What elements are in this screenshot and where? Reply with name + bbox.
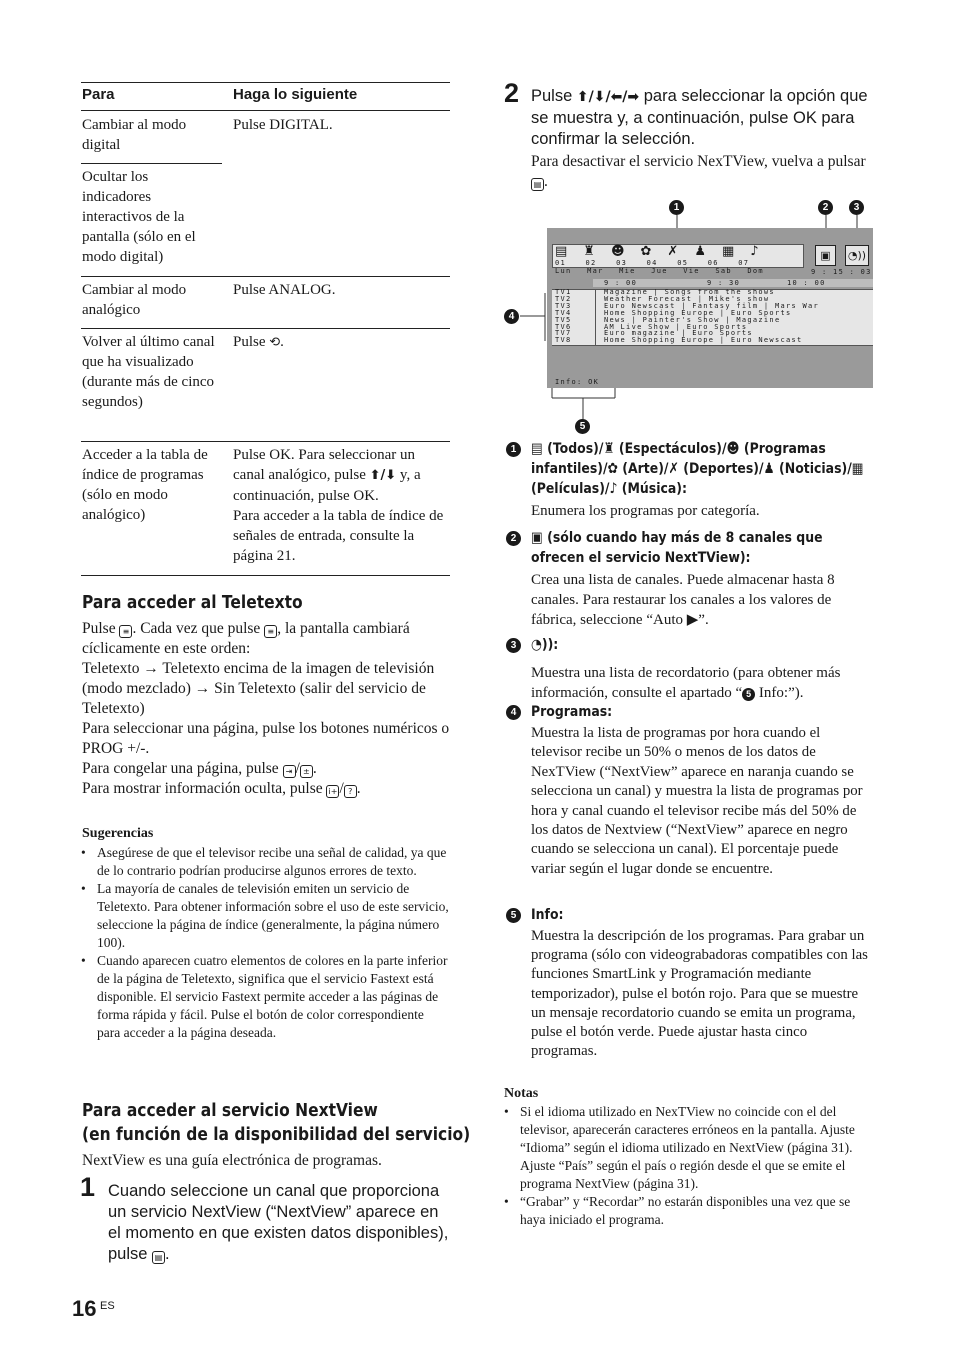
art-icon: ✿ xyxy=(640,244,668,259)
body-a: Muestra una lista de recordatorio (para obtener más información, consulte el apartado “ xyxy=(531,665,841,701)
item-1 xyxy=(504,439,874,521)
time-slot-2: 9 : 30 xyxy=(707,279,741,287)
table-row-5-accion xyxy=(233,445,449,566)
program-row[interactable]: Euro magazine | Euro Sports xyxy=(604,329,753,338)
item-1-title: ▤ (Todos)/♜ (Espectáculos)/☻ (Programas infantiles)/✿ (Arte)/✗ (Deportes)/♟ (Noticias)/▦ (Películas)/♪ (Música): xyxy=(531,441,864,497)
channel-tv7[interactable]: TV7 xyxy=(555,329,572,338)
item-3-title xyxy=(531,635,826,655)
callout-4: 4 xyxy=(504,309,519,324)
day-num: 05 xyxy=(677,259,689,267)
step2-note: Para desactivar el servicio NexTView, vuelva a pulsar xyxy=(531,153,866,170)
notas-title: Notas xyxy=(504,1086,539,1101)
channel-column-divider xyxy=(595,289,596,345)
day-num: 06 xyxy=(707,259,719,267)
table-row-5-para: Acceder a la tabla de índice de programas (sólo en modo analógico) xyxy=(82,447,208,523)
p1c: , la pantalla cambiará cíclicamente en este orden: xyxy=(82,620,410,657)
table-row-4-accion xyxy=(233,332,448,353)
table-row-rule xyxy=(81,328,450,329)
step1: Cuando seleccione un canal que proporciona un servicio NextView (“NextView” aparece en el momento en que existen datos disponibles), pulse xyxy=(108,1182,449,1263)
program-row[interactable]: Magazine | Songs from the shows xyxy=(604,289,775,296)
table-header-rule xyxy=(81,110,450,111)
item-3 xyxy=(504,635,874,703)
item-4-title: Programas: xyxy=(531,704,613,720)
art-icon: ✿ xyxy=(607,461,618,477)
page-number: 16 xyxy=(72,1296,97,1321)
day-num: 02 xyxy=(585,259,597,267)
list-item: • Si el idioma utilizado en NexTView no coincide con el del televisor, aparecerán caracteres erróneos en la pantalla. Ajuste “Idioma” según el idioma utilizado en NextView (página 31). Ajuste “País” según el país o región desde el que se emite el programa NextView (página 31). xyxy=(504,1103,872,1193)
channel-list-button[interactable] xyxy=(815,245,836,266)
day-num: 07 xyxy=(738,259,750,267)
time-slot-1: 9 : 00 xyxy=(604,279,638,287)
list-item: • Asegúrese de que el televisor recibe una señal de calidad, ya que de lo contrario podrían producirse algunos errores de texto. xyxy=(81,844,449,880)
table-header-para: Para xyxy=(82,86,115,103)
all-icon: ▤ xyxy=(555,244,584,259)
table-top-rule xyxy=(81,82,450,83)
p1b: . Cada vez que pulse xyxy=(132,620,261,637)
reveal-icon: i+ xyxy=(326,785,339,798)
day-name[interactable]: Mar xyxy=(587,267,604,275)
table-row-rule xyxy=(81,441,450,442)
teletext-icon: ≡ xyxy=(119,625,132,638)
day-num: 01 xyxy=(555,259,567,267)
hold-page-icon: ± xyxy=(300,765,313,778)
category-icons xyxy=(555,244,805,259)
up-down-arrow-icon: ⬆/⬇ xyxy=(369,468,397,483)
program-row[interactable]: Home Shopping Europe | Euro Newscast xyxy=(604,336,803,345)
news-icon: ♟ xyxy=(694,244,722,259)
info-line: Info: OK xyxy=(555,378,600,386)
item-5 xyxy=(504,905,874,1061)
callout-2: 2 xyxy=(818,200,833,215)
item-2-title xyxy=(531,528,871,568)
item-number: 1 xyxy=(506,442,521,457)
reminder-button[interactable] xyxy=(845,245,869,266)
step-2-number: 2 xyxy=(504,78,520,108)
guide-icon: ▤ xyxy=(152,1251,165,1264)
movies-icon: ▦ xyxy=(721,244,751,259)
accion-a: Pulse OK. Para seleccionar un canal analógico, pulse xyxy=(233,447,416,483)
reminder-icon: ◔)) xyxy=(847,249,867,262)
teletexto-p1 xyxy=(82,619,450,659)
table-row-1-para: Cambiar al modo digital xyxy=(82,117,187,153)
day-name[interactable]: Mie xyxy=(619,267,636,275)
channel-column xyxy=(555,289,572,344)
notas-list xyxy=(504,1103,872,1229)
day-name[interactable]: Jue xyxy=(651,267,668,275)
reminder-icon: ◔)) xyxy=(531,637,554,653)
body-b: Info:”). xyxy=(755,685,804,701)
step-1-number: 1 xyxy=(80,1172,96,1202)
period: . xyxy=(280,334,284,350)
question-icon: ? xyxy=(344,785,357,798)
time-slot-3: 10 : 00 xyxy=(787,279,826,287)
item-2 xyxy=(504,528,874,630)
shows-icon: ♜ xyxy=(603,441,615,457)
shows-icon: ♜ xyxy=(583,244,611,259)
pulse-text: Pulse xyxy=(233,334,270,350)
day-name[interactable]: Dom xyxy=(747,267,764,275)
teletexto-p5: Para mostrar información oculta, pulse i+ / ? . xyxy=(82,780,361,797)
p1a: Pulse xyxy=(82,620,116,637)
info-ref-number: 5 xyxy=(742,688,755,701)
table-row-1-accion: Pulse DIGITAL. xyxy=(233,117,333,133)
list-item: • La mayoría de canales de televisión emiten un servicio de Teletexto. Para obtener información sobre el uso de este servicio, seleccione la página de índice (generalmente, la página número 100). xyxy=(81,880,449,952)
teletexto-body xyxy=(82,619,450,799)
item-4 xyxy=(504,702,874,879)
item-3-body xyxy=(531,663,873,703)
list-item: • “Grabar” y “Recordar” no estarán disponibles una vez que se haya iniciado el programa. xyxy=(504,1193,872,1229)
nextview-heading-1: Para acceder al servicio NextView xyxy=(82,1100,378,1121)
channel-tv4[interactable]: TV4 xyxy=(555,308,572,317)
sugerencias-list xyxy=(81,844,449,1042)
table-header-accion: Haga lo siguiente xyxy=(233,86,358,103)
guide-icon: ▤ xyxy=(531,178,544,191)
item-number: 5 xyxy=(506,908,521,923)
kids-icon: ☻ xyxy=(726,441,740,457)
table-row-2-para: Ocultar los indicadores interactivos de la pantalla (sólo en el modo digital) xyxy=(82,169,196,265)
nextview-intro: NextView es una guía electrónica de programas. xyxy=(82,1152,382,1169)
channel-tv8[interactable]: TV8 xyxy=(555,336,572,345)
nextview-screen-illustration xyxy=(500,195,880,435)
program-row[interactable]: AM Live Show | Euro Sports xyxy=(604,322,748,331)
program-row[interactable]: Euro Newscast | Fantasy film | Mars War xyxy=(604,301,820,310)
item-5-body: Muestra la descripción de los programas. Para grabar un programa (sólo con videograbadoras compatibles con las funciones SmartLink y Programación mediante temporizador), pulse el botón rojo. Para que se muestre un mensaje recordatorio cuando se emita un programa, pulse el botón verde. Puede ajustar hasta cinco programas. xyxy=(531,928,868,1060)
p4: Para congelar una página, pulse xyxy=(82,760,279,777)
item-2-body: Crea una lista de canales. Puede almacenar hasta 8 canales. Para restaurar los canales a los valores de fábrica, seleccione “Auto ▶”. xyxy=(531,572,835,628)
accion-c: Para acceder a la tabla de índice de señales de entrada, consulte la página 21. xyxy=(233,508,444,564)
program-row[interactable]: Home Shopping Europe | Euro Sports xyxy=(604,308,792,317)
channel-tv5[interactable]: TV5 xyxy=(555,315,572,324)
step2a: Pulse xyxy=(531,87,573,105)
sports-icon: ✗ xyxy=(667,244,695,259)
item-number: 3 xyxy=(506,638,521,653)
table-row-rule xyxy=(81,163,222,164)
channel-tv2[interactable]: TV2 xyxy=(555,294,572,303)
music-icon: ♪ xyxy=(609,481,618,497)
channel-list-icon: ▣ xyxy=(820,249,831,262)
callout-5: 5 xyxy=(575,419,590,434)
all-icon: ▤ xyxy=(531,441,543,457)
teletexto-p2: Teletexto → Teletexto encima de la imagen de televisión (modo mezclado) → Sin Teletexto (salir del servicio de Teletexto) xyxy=(82,660,435,717)
nextview-heading-2: (en función de la disponibilidad del servicio) xyxy=(82,1124,471,1145)
program-row[interactable]: Weather Forecast | Mike's show xyxy=(604,294,770,303)
clock: 9 : 15 : 03 xyxy=(811,268,872,276)
teletexto-p3: Para seleccionar una página, pulse los botones numéricos o PROG +/-. xyxy=(82,720,450,757)
day-name[interactable]: Vie xyxy=(683,267,700,275)
item-4-body: Muestra la lista de programas por hora cuando el televisor recibe un 50% o menos de los datos de NexTView (“NextView” aparece en naranja cuando se selecciona un canal) y muestra la lista de programas por hora y canal cuando el televisor recibe más del 50% de los datos de Nextview (“NextView” aparece en negro cuando se selecciona un canal). El porcentaje puede variar según el lugar donde se encuentre. xyxy=(531,725,863,877)
accion-b: y, a continuación, pulse OK. xyxy=(233,467,421,504)
screen-frame xyxy=(547,228,873,388)
news-icon: ♟ xyxy=(763,461,775,477)
item-3-title-text: : xyxy=(553,637,559,653)
channel-tv6[interactable]: TV6 xyxy=(555,322,572,331)
step-1-text: Cuando seleccione un canal que proporciona un servicio NextView (“NextView” aparece en el momento en que existen datos disponibles), pulse ▤ . xyxy=(108,1182,449,1263)
table-row-rule xyxy=(81,276,450,277)
channel-list-icon: ▣ xyxy=(531,530,543,546)
p5: Para mostrar información oculta, pulse xyxy=(82,780,323,797)
music-icon: ♪ xyxy=(750,244,775,259)
jump-button-icon: ⟲ xyxy=(269,335,281,350)
day-name[interactable]: Lun xyxy=(555,267,572,275)
callout-3: 3 xyxy=(849,200,864,215)
channel-tv1[interactable]: TV1 xyxy=(555,288,572,296)
item-5-title: Info: xyxy=(531,907,564,923)
kids-icon: ☻ xyxy=(610,244,641,259)
day-num: 04 xyxy=(646,259,658,267)
arrows-icon: ⬆/⬇/⬅/➡ xyxy=(576,89,640,105)
teletexto-heading: Para acceder al Teletexto xyxy=(82,592,303,613)
step-2-text xyxy=(531,86,881,150)
day-names xyxy=(555,267,764,275)
day-num: 03 xyxy=(616,259,628,267)
item-1-body: Enumera los programas por categoría. xyxy=(531,503,760,519)
table-bottom-rule xyxy=(81,575,450,576)
table-row-3-para: Cambiar al modo analógico xyxy=(82,282,187,318)
movies-icon: ▦ xyxy=(851,461,864,477)
step-2-note: Para desactivar el servicio NexTView, vuelva a pulsar ▤ . xyxy=(531,153,866,190)
channel-tv3[interactable]: TV3 xyxy=(555,301,572,310)
table-row-3-accion: Pulse ANALOG. xyxy=(233,282,336,298)
table-row-4-para: Volver al último canal que ha visualizado (durante más de cinco segundos) xyxy=(82,334,215,410)
sugerencias-title: Sugerencias xyxy=(82,826,154,841)
day-name[interactable]: Sab xyxy=(715,267,732,275)
day-numbers xyxy=(555,259,749,267)
program-row[interactable]: News | Painter's Show | Magazine xyxy=(604,315,781,324)
item-2-title-text: (sólo cuando hay más de 8 canales que ofrecen el servicio NextTView): xyxy=(531,530,823,566)
language-code: ES xyxy=(100,1300,115,1312)
program-column xyxy=(604,289,872,344)
step2b: para seleccionar la opción que se muestra y, a continuación, pulse OK para confirmar la selección. xyxy=(531,87,868,148)
sports-icon: ✗ xyxy=(668,461,679,477)
list-item: • Cuando aparecen cuatro elementos de colores en la parte inferior de la página de Teletexto, significa que el servicio Fastext está disponible. El servicio Fastext permite acceder a las páginas de forma rápida y fácil. Pulse el botón de color correspondiente para acceder a la página deseada. xyxy=(81,952,449,1042)
teletext-icon: ≡ xyxy=(264,625,277,638)
item-number: 2 xyxy=(506,531,521,546)
hold-icon: ⇥ xyxy=(283,765,296,778)
callout-1: 1 xyxy=(669,200,684,215)
item-number: 4 xyxy=(506,705,521,720)
teletexto-p4: Para congelar una página, pulse ⇥ / ± . xyxy=(82,760,317,777)
